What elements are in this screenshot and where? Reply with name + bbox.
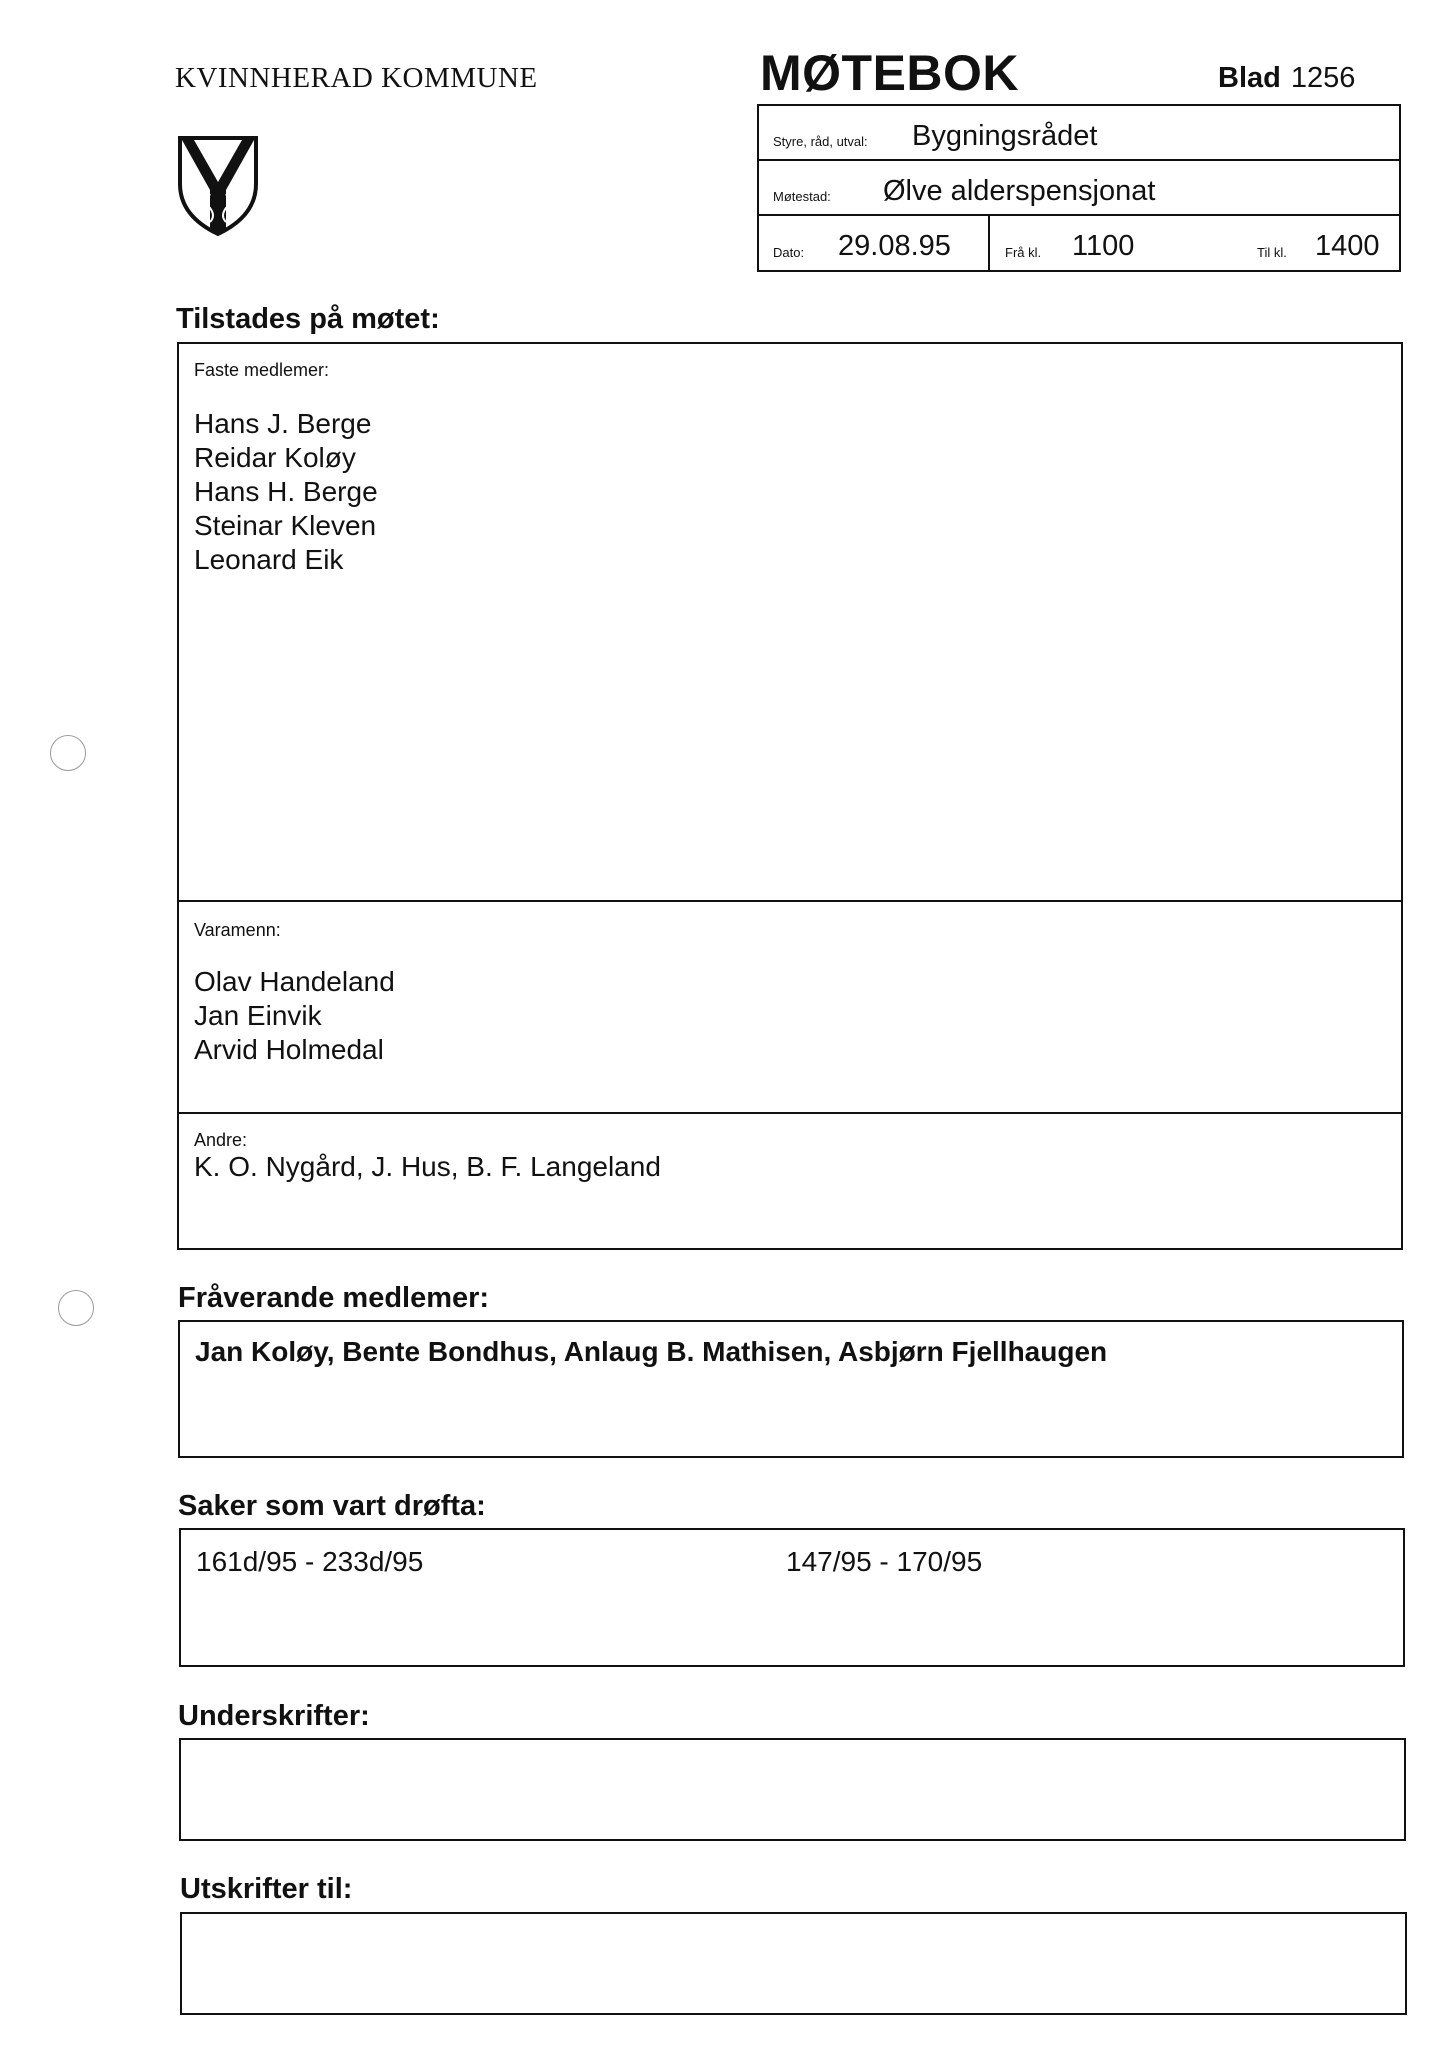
copies-box [180,1912,1407,2015]
vara-label: Varamenn: [194,920,281,940]
andre-value: K. O. Nygård, J. Hus, B. F. Langeland [194,1151,661,1182]
list-item: Leonard Eik [194,544,344,575]
absent-names: Jan Koløy, Bente Bondhus, Anlaug B. Mathisen, Asbjørn Fjellhaugen [195,1336,1108,1367]
coat-of-arms-logo [176,132,260,238]
vara-list [194,965,395,1067]
absent-heading: Fråverande medlemer: [178,1282,490,1314]
copies-heading: Utskrifter til: [180,1873,353,1905]
page-number [1218,62,1355,95]
board-label: Styre, råd, utval: [773,134,868,149]
from-label: Frå kl. [1005,245,1042,260]
punch-hole [58,1290,94,1326]
list-item: Reidar Koløy [194,442,356,473]
signatures-box [179,1738,1406,1841]
list-item: Olav Handeland [194,966,395,997]
place-value: Ølve alderspensjonat [883,175,1156,207]
list-item: Hans H. Berge [194,476,378,507]
saker-range-right: 147/95 - 170/95 [786,1546,983,1577]
faste-label: Faste medlemer: [194,360,330,380]
blad-label: Blad [1218,62,1281,94]
list-item: Hans J. Berge [194,408,372,439]
date-label: Dato: [773,245,805,260]
list-item: Arvid Holmedal [194,1034,384,1065]
list-item: Steinar Kleven [194,510,377,541]
blad-number: 1256 [1290,62,1356,94]
faste-list [194,407,378,577]
date-value: 29.08.95 [838,230,951,262]
to-label: Til kl. [1257,245,1287,260]
present-heading: Tilstades på møtet: [176,303,440,335]
saker-heading: Saker som vart drøfta: [178,1490,486,1522]
andre-label: Andre: [194,1130,248,1150]
document-title: MØTEBOK [760,45,1020,101]
board-value: Bygningsrådet [912,120,1098,152]
list-item: Jan Einvik [194,1000,322,1031]
punch-hole [50,735,86,771]
place-label: Møtestad: [773,189,831,204]
to-value: 1400 [1315,230,1380,262]
organization-name: KVINNHERAD KOMMUNE [175,62,538,94]
signatures-heading: Underskrifter: [178,1700,370,1732]
saker-range-left: 161d/95 - 233d/95 [196,1546,424,1577]
from-value: 1100 [1072,230,1135,262]
